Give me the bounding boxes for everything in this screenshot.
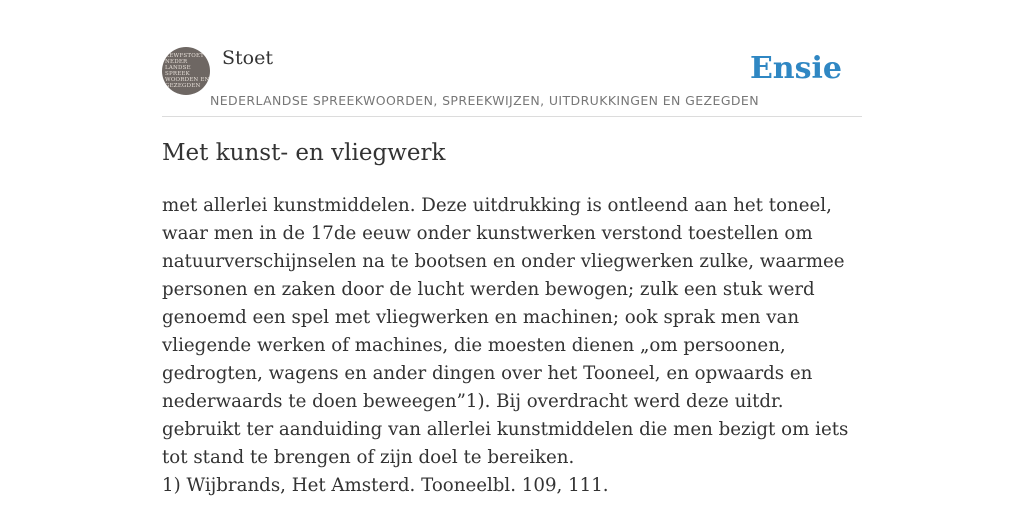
entry-definition: met allerlei kunstmiddelen. Deze uitdrukking is ontleend aan het toneel, waar men in de 17de eeuw onder kunstwerken verstond toestellen om natuurverschijnselen na te bootsen en onder vliegwerken zulke, waarmee personen en zaken door de lucht werden bewogen; zulk een stuk werd genoemd een spel met vliegwerken en machinen; ook sprak men van vliegende werken of machines, die moesten dienen „om persoonen, gedrogten, wagens en ander dingen over het Tooneel, en opwaards en nederwaards te doen beweegen”1). Bij overdracht werd deze uitdr. gebruikt ter aanduiding van allerlei kunstmiddelen die men bezigt om iets tot stand te brengen of zijn doel te bereiken. — [162, 195, 849, 468]
entry-footnote: 1) Wijbrands, Het Amsterd. Tooneelbl. 109, 111. — [162, 475, 609, 496]
entry-body — [162, 192, 862, 500]
avatar-book-cover-text: KEWFSTOET NEDER LANDSE SPREEK WOORDEN EN GEZEGDEN — [165, 53, 210, 89]
author-name[interactable]: Stoet — [222, 47, 273, 69]
entry-card — [162, 40, 862, 496]
entry-title: Met kunst- en vliegwerk — [162, 140, 446, 166]
header — [162, 40, 862, 117]
source-subtitle[interactable]: NEDERLANDSE SPREEKWOORDEN, SPREEKWIJZEN, UITDRUKKINGEN EN GEZEGDEN — [210, 93, 759, 108]
avatar[interactable] — [162, 47, 210, 95]
brand-logo[interactable]: Ensie — [749, 51, 842, 86]
